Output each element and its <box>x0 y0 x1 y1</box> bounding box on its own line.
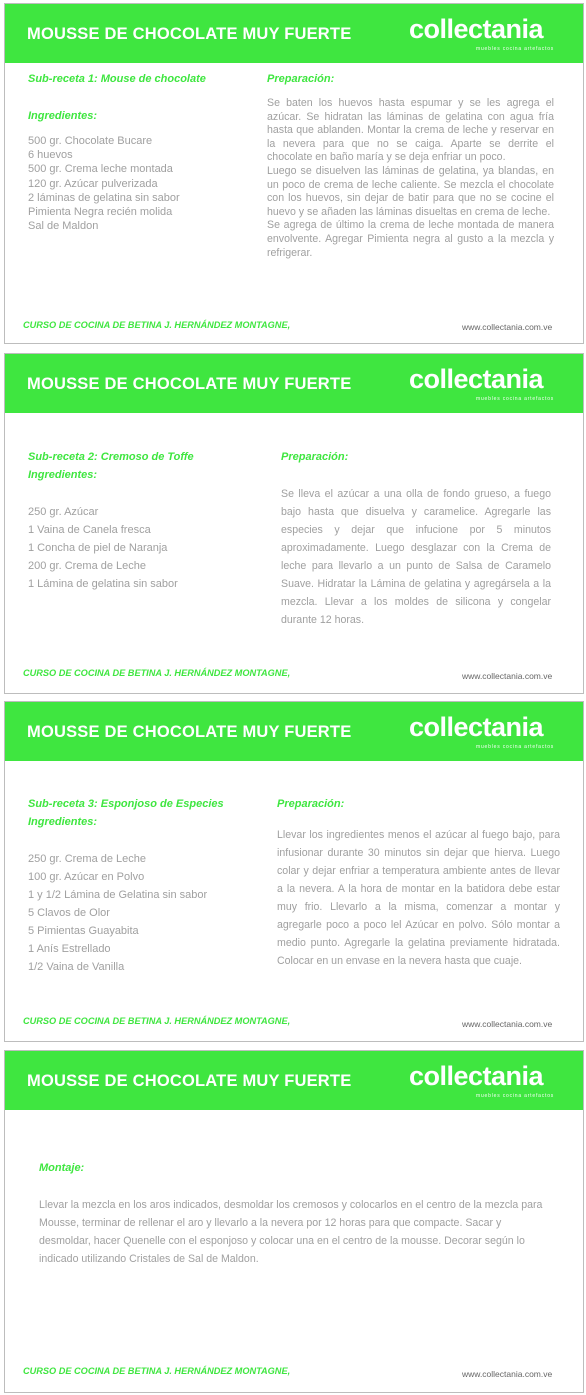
ingredient-item: 1 y 1/2 Lámina de Gelatina sin sabor <box>28 889 208 901</box>
ingredient-item: 5 Clavos de Olor <box>28 907 110 919</box>
course-credit: CURSO DE COCINA DE BETINA J. HERNÁNDEZ MONTAGNE, <box>23 1366 291 1376</box>
logo-tagline: muebles cocina artefactos <box>476 744 555 750</box>
website-link[interactable]: www.collectania.com.ve <box>462 322 553 332</box>
ingredients-list <box>28 850 207 976</box>
preparation-heading: Preparación: <box>267 73 335 85</box>
card-title: MOUSSE DE CHOCOLATE MUY FUERTE <box>27 723 352 741</box>
assembly-paragraph: Llevar la mezcla en los aros indicados, desmoldar los cremosos y colocarlos en el centro de la mezcla para Mousse, terminar de rellenar el aro y llevarlo a la nevera por 12 horas para que compacte. Sacar y desmoldar, hacer Quenelle con el esponjoso y colocar una en el centro de la mousse. Decorar según lo indicado utilizando Cristales de Sal de Maldon. <box>39 1199 543 1265</box>
card-header <box>5 4 583 63</box>
preparation-heading: Preparación: <box>277 798 345 810</box>
ingredient-item: 1/2 Vaina de Vanilla <box>28 961 125 973</box>
ingredient-item: 1 Vaina de Canela fresca <box>28 524 151 536</box>
logo-wordmark: collectania <box>409 1061 544 1091</box>
preparation-text <box>267 97 554 260</box>
logo-tagline: muebles cocina artefactos <box>476 1093 555 1099</box>
logo-tagline: muebles cocina artefactos <box>476 396 555 402</box>
logo-wordmark: collectania <box>409 14 544 44</box>
ingredient-item: 250 gr. Azúcar <box>28 506 99 518</box>
ingredients-list <box>28 503 178 593</box>
ingredients-heading: Ingredientes: <box>28 110 98 122</box>
ingredient-item: 5 Pimientas Guayabita <box>28 925 139 937</box>
ingredient-item: 2 láminas de gelatina sin sabor <box>28 191 180 204</box>
ingredient-item: Pimienta Negra recién molida <box>28 206 173 219</box>
preparation-text <box>281 485 551 629</box>
preparation-paragraph: Llevar los ingredientes menos el azúcar al fuego bajo, para infusionar durante 30 minutos sin dejar que hierva. Luego colar y dejar enfriar a temperatura ambiente antes de llevar a la nevera. A la hora de montar en la batidora debe estar muy frio. Llevarlo a la misma, comenzar a montar y agregarle poco a poco lel Azúcar en polvo. Sólo montar a medio punto. Agregarle la gelatina previamente hidratada. Colocar en un envase en la nevera hasta que cuaje. <box>277 829 560 967</box>
recipe-card-3 <box>4 701 584 1042</box>
card-header <box>5 702 583 761</box>
card-title: MOUSSE DE CHOCOLATE MUY FUERTE <box>27 25 352 43</box>
logo-wordmark: collectania <box>409 364 544 394</box>
recipe-card-1 <box>4 3 584 344</box>
preparation-paragraph: Se baten los huevos hasta espumar y se les agrega el azúcar. Se hidratan las láminas de gelatina con agua fría hasta que ablanden. Montar la crema de leche y reservar en la nevera para que no se caiga. Aparte se derrite el chocolate en baño maría y se deja enfriar un poco. <box>267 97 554 164</box>
assembly-text <box>39 1196 549 1268</box>
collectania-logo <box>409 711 569 755</box>
recipe-card-2 <box>4 353 584 694</box>
course-credit: CURSO DE COCINA DE BETINA J. HERNÁNDEZ MONTAGNE, <box>23 668 291 678</box>
ingredient-item: 500 gr. Chocolate Bucare <box>28 135 153 147</box>
logo-tagline: muebles cocina artefactos <box>476 46 555 52</box>
website-link[interactable]: www.collectania.com.ve <box>462 671 553 681</box>
ingredient-item: 1 Lámina de gelatina sin sabor <box>28 578 178 590</box>
ingredient-item: 6 huevos <box>28 149 73 162</box>
card-title: MOUSSE DE CHOCOLATE MUY FUERTE <box>27 1072 352 1090</box>
course-credit: CURSO DE COCINA DE BETINA J. HERNÁNDEZ MONTAGNE, <box>23 320 291 330</box>
preparation-heading: Preparación: <box>281 451 349 463</box>
ingredient-item: 500 gr. Crema leche montada <box>28 163 173 176</box>
sub-recipe-title: Sub-receta 3: Esponjoso de Especies <box>28 798 224 810</box>
card-header <box>5 1051 583 1110</box>
ingredient-item: 1 Concha de piel de Naranja <box>28 542 168 554</box>
preparation-paragraph: Luego se disuelven las láminas de gelatina, ya blandas, en un poco de crema de leche caliente. Se mezcla el chocolate con los huevos, sin dejar de batir para que no se cocine el huevo y se añaden las láminas disueltas en crema de leche. <box>267 164 554 218</box>
ingredient-item: 200 gr. Crema de Leche <box>28 560 147 572</box>
ingredient-item: 1 Anís Estrellado <box>28 943 111 955</box>
card-header <box>5 354 583 413</box>
ingredients-list <box>28 134 180 233</box>
website-link[interactable]: www.collectania.com.ve <box>462 1369 553 1379</box>
collectania-logo <box>409 1060 569 1104</box>
ingredient-item: 120 gr. Azúcar pulverizada <box>28 177 158 190</box>
preparation-paragraph: Se lleva el azúcar a una olla de fondo grueso, a fuego bajo hasta que disuelva y caramelice. Agregarle las especies y dejar que infucione por 5 minutos aproximadamente. Luego desglazar con la Crema de leche para llevarlo a un punto de Salsa de Caramelo Suave. Hidratar la Lámina de gelatina y agregársela a la mezcla. Llevar a los moldes de silicona y congelar durante 12 horas. <box>281 488 551 626</box>
preparation-text <box>277 826 560 970</box>
ingredient-item: Sal de Maldon <box>28 220 99 233</box>
collectania-logo <box>409 363 569 407</box>
ingredients-heading: Ingredientes: <box>28 816 98 828</box>
website-link[interactable]: www.collectania.com.ve <box>462 1019 553 1029</box>
ingredients-heading: Ingredientes: <box>28 469 98 481</box>
logo-wordmark: collectania <box>409 712 544 742</box>
card-title: MOUSSE DE CHOCOLATE MUY FUERTE <box>27 375 352 393</box>
preparation-paragraph: Se agrega de último la crema de leche montada de manera envolvente. Agregar Pimienta negra al gusto a la mezcla y refrigerar. <box>267 219 554 259</box>
recipe-card-4 <box>4 1050 584 1393</box>
sub-recipe-title: Sub-receta 1: Mouse de chocolate <box>28 73 206 85</box>
ingredient-item: 250 gr. Crema de Leche <box>28 853 147 865</box>
assembly-heading: Montaje: <box>39 1162 85 1174</box>
ingredient-item: 100 gr. Azúcar en Polvo <box>28 871 145 883</box>
course-credit: CURSO DE COCINA DE BETINA J. HERNÁNDEZ MONTAGNE, <box>23 1016 291 1026</box>
sub-recipe-title: Sub-receta 2: Cremoso de Toffe <box>28 451 194 463</box>
collectania-logo <box>409 13 569 57</box>
